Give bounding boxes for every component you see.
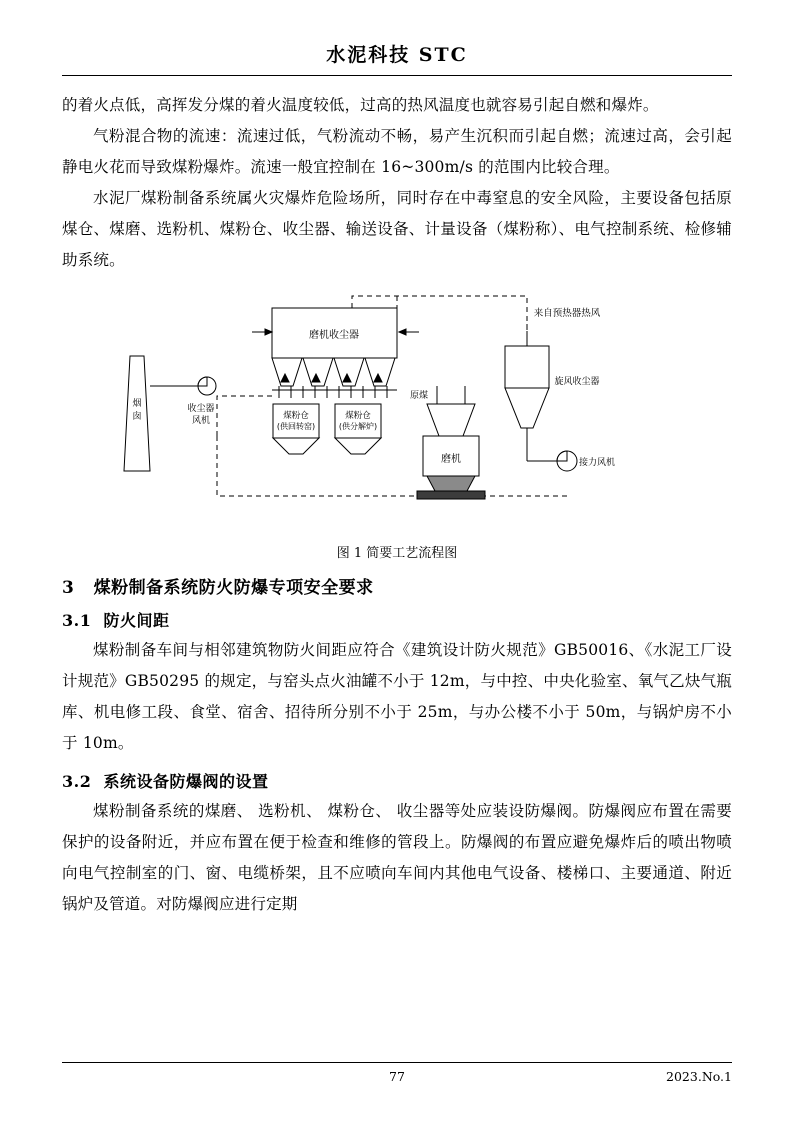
section-title-3-1: 防火间距 xyxy=(103,611,170,630)
page-content xyxy=(62,40,732,920)
footer-divider xyxy=(62,1062,732,1063)
svg-text:囱: 囱 xyxy=(132,412,142,422)
svg-text:煤粉仓: 煤粉仓 xyxy=(283,411,309,421)
section-heading-3-1 xyxy=(62,608,732,631)
paragraph-3-2-1: 煤粉制备系统的煤磨、 选粉机、 煤粉仓、 收尘器等处应装设防爆阀。防爆阀应布置在需要保护的设备附近，并应布置在便于检查和维修的管段上。防爆阀的布置应避免爆炸后的喷出物喷向电气控制室的门、窗、电缆桥架，且不应喷向车间内其他电气设备、楼梯口、主要通道、附近锅炉及管道。对防爆阀应进行定期 xyxy=(62,802,732,913)
svg-text:磨机收尘器: 磨机收尘器 xyxy=(309,330,359,341)
process-flow-diagram xyxy=(97,286,697,536)
page-footer xyxy=(62,1062,732,1087)
paragraph-1: 的着火点低，高挥发分煤的着火温度较低，过高的热风温度也就容易引起自燃和爆炸。 xyxy=(62,96,659,114)
svg-text:接力风机: 接力风机 xyxy=(578,458,616,468)
svg-text:磨机: 磨机 xyxy=(441,454,461,465)
svg-text:(供分解炉): (供分解炉) xyxy=(338,422,378,431)
svg-text:烟: 烟 xyxy=(132,399,142,409)
section-title-3-2: 系统设备防爆阀的设置 xyxy=(103,772,269,791)
section-title-3: 煤粉制备系统防火防爆专项安全要求 xyxy=(93,578,374,598)
paragraph-2: 气粉混合物的流速：流速过低，气粉流动不畅，易产生沉积而引起自燃；流速过高，会引起静电火花而导致煤粉爆炸。流速一般宜控制在 16~300m/s 的范围内比较合理。 xyxy=(62,127,732,176)
section-heading-3-2 xyxy=(62,769,732,792)
section-number-3-1: 3.1 xyxy=(62,611,92,630)
svg-text:旋风收尘器: 旋风收尘器 xyxy=(554,377,600,387)
page-header-title: 水泥科技 STC xyxy=(326,44,468,66)
svg-text:(供回转窑): (供回转窑) xyxy=(276,422,316,431)
paragraph-3: 水泥厂煤粉制备系统属火灾爆炸危险场所，同时存在中毒窒息的安全风险，主要设备包括原煤仓、煤磨、选粉机、煤粉仓、收尘器、输送设备、计量设备（煤粉称）、电气控制系统、检修辅助系统。 xyxy=(62,189,732,269)
svg-text:来自预热器热风: 来自预热器热风 xyxy=(533,308,601,319)
process-flow-figure xyxy=(62,286,732,561)
footer-page-number: 77 xyxy=(389,1069,405,1084)
svg-text:煤粉仓: 煤粉仓 xyxy=(345,411,371,421)
paragraph-3-1-1: 煤粉制备车间与相邻建筑物防火间距应符合《建筑设计防火规范》GB50016、《水泥工厂设计规范》GB50295 的规定，与窑头点火油罐不小于 12m，与中控、中央化验室、氧气乙炔气瓶库、机电修工段、食堂、宿舍、招待所分别不小于 25m，与办公楼不小于 50m，与锅炉房不小于 10m。 xyxy=(62,641,732,752)
header-divider xyxy=(62,75,732,76)
svg-text:收尘器: 收尘器 xyxy=(187,404,215,414)
footer-issue: 2023.No.1 xyxy=(666,1069,732,1084)
figure-caption: 图 1 简要工艺流程图 xyxy=(336,546,458,561)
footer-row xyxy=(62,1069,732,1087)
svg-text:原煤: 原煤 xyxy=(409,391,429,401)
section-heading-3 xyxy=(62,573,732,598)
section-number-3: 3 xyxy=(62,578,75,598)
svg-text:风机: 风机 xyxy=(191,416,211,426)
section-number-3-2: 3.2 xyxy=(62,772,92,791)
